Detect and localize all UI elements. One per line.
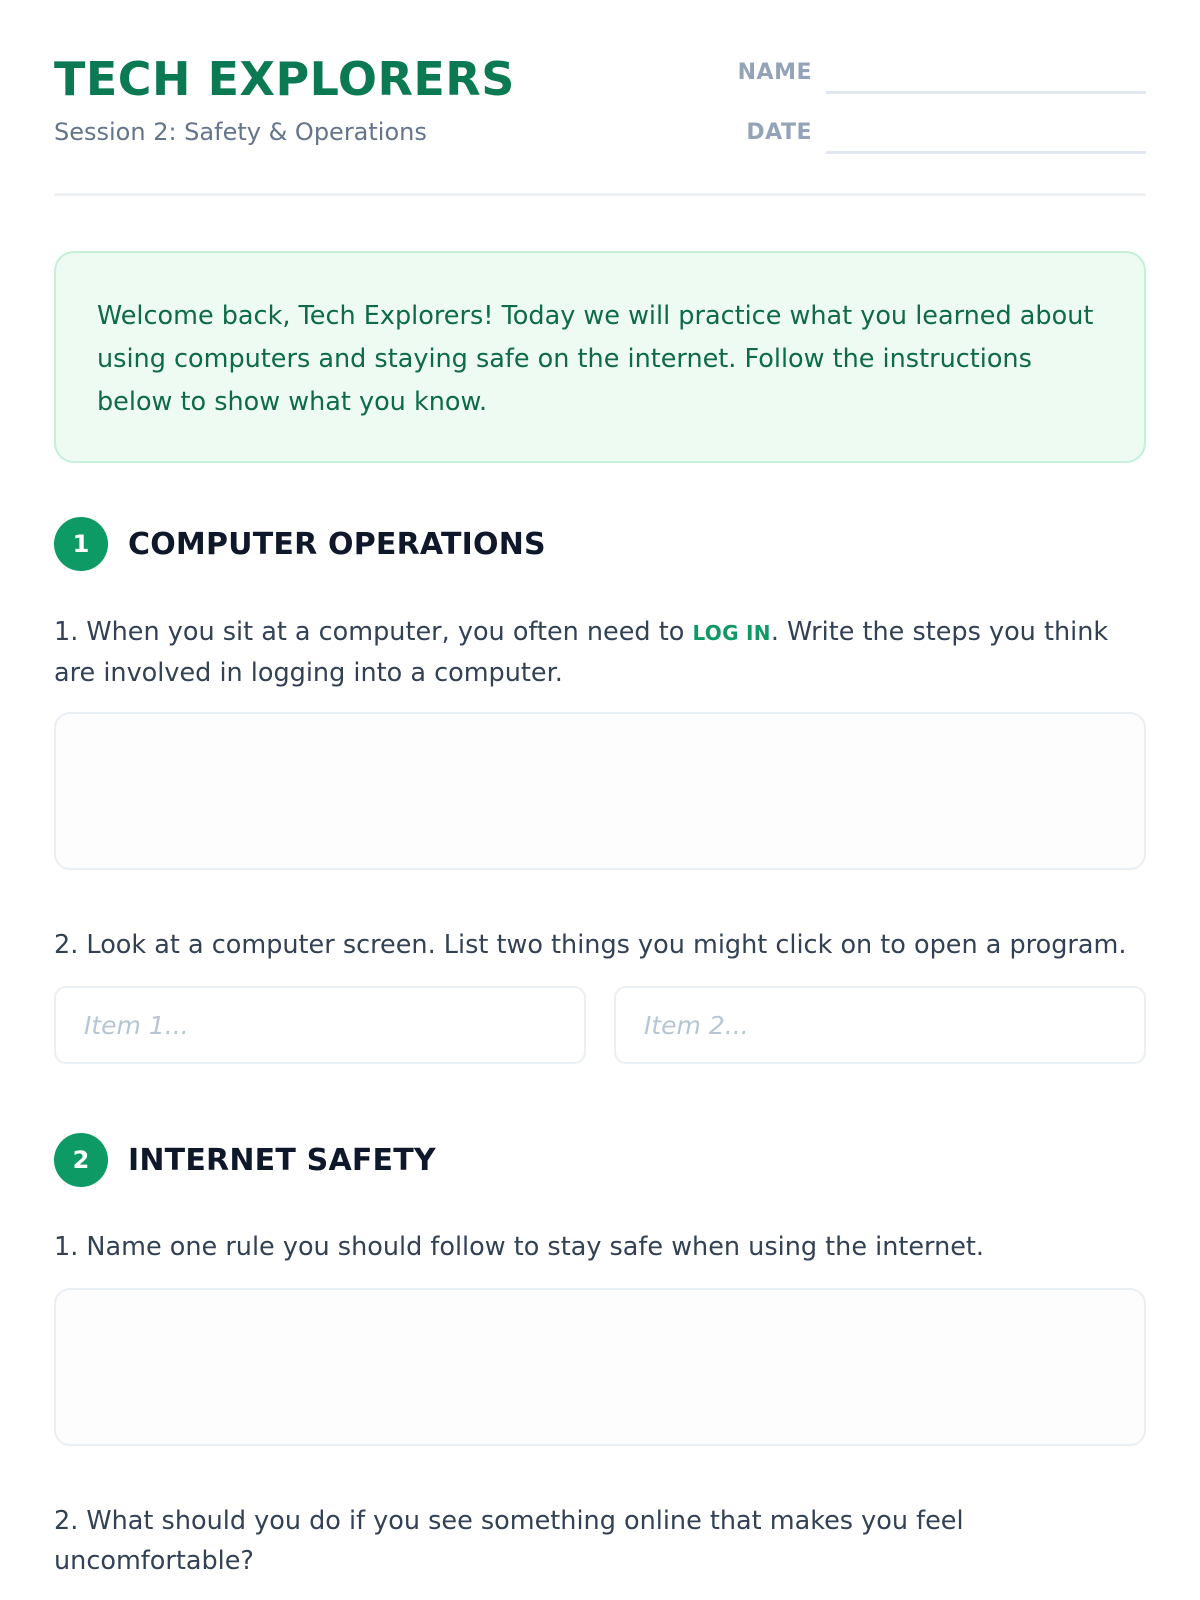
key-term: LOG IN xyxy=(692,621,771,645)
date-label: DATE xyxy=(746,120,812,145)
section-number-badge: 2 xyxy=(54,1133,108,1187)
name-row xyxy=(737,56,1146,96)
section-title: INTERNET SAFETY xyxy=(128,1142,436,1178)
worksheet-subtitle: Session 2: Safety & Operations xyxy=(54,118,427,146)
section-internet-safety xyxy=(54,1133,436,1187)
answer-box-login-steps[interactable] xyxy=(54,712,1146,870)
question-login-steps xyxy=(54,612,1146,693)
question-safety-rule: 1. Name one rule you should follow to stay safe when using the internet. xyxy=(54,1232,985,1262)
intro-callout: Welcome back, Tech Explorers! Today we will practice what you learned about using computers and staying safe on the internet. Follow the instructions below to show what you know. xyxy=(54,251,1146,463)
section-computer-operations xyxy=(54,517,546,571)
question-open-program: 2. Look at a computer screen. List two things you might click on to open a program. xyxy=(54,930,1127,960)
date-field[interactable] xyxy=(826,116,1146,154)
section-title: COMPUTER OPERATIONS xyxy=(128,526,546,562)
name-field[interactable] xyxy=(826,56,1146,94)
answer-box-safety-rule[interactable] xyxy=(54,1288,1146,1446)
item-1-input[interactable] xyxy=(54,986,586,1064)
question-text: . Write the steps you think are involved in logging into a computer. xyxy=(54,617,1109,688)
question-text: 1. When you sit at a computer, you often need to xyxy=(54,617,693,647)
section-number-badge: 1 xyxy=(54,517,108,571)
worksheet-title: TECH EXPLORERS xyxy=(54,52,515,106)
date-row xyxy=(742,116,1146,156)
question-uncomfortable: 2. What should you do if you see something online that makes you feel uncomfortable? xyxy=(54,1506,964,1576)
name-label: NAME xyxy=(737,60,812,85)
item-2-input[interactable] xyxy=(614,986,1146,1064)
worksheet-page xyxy=(54,0,1146,1576)
worksheet-header xyxy=(54,0,1146,196)
